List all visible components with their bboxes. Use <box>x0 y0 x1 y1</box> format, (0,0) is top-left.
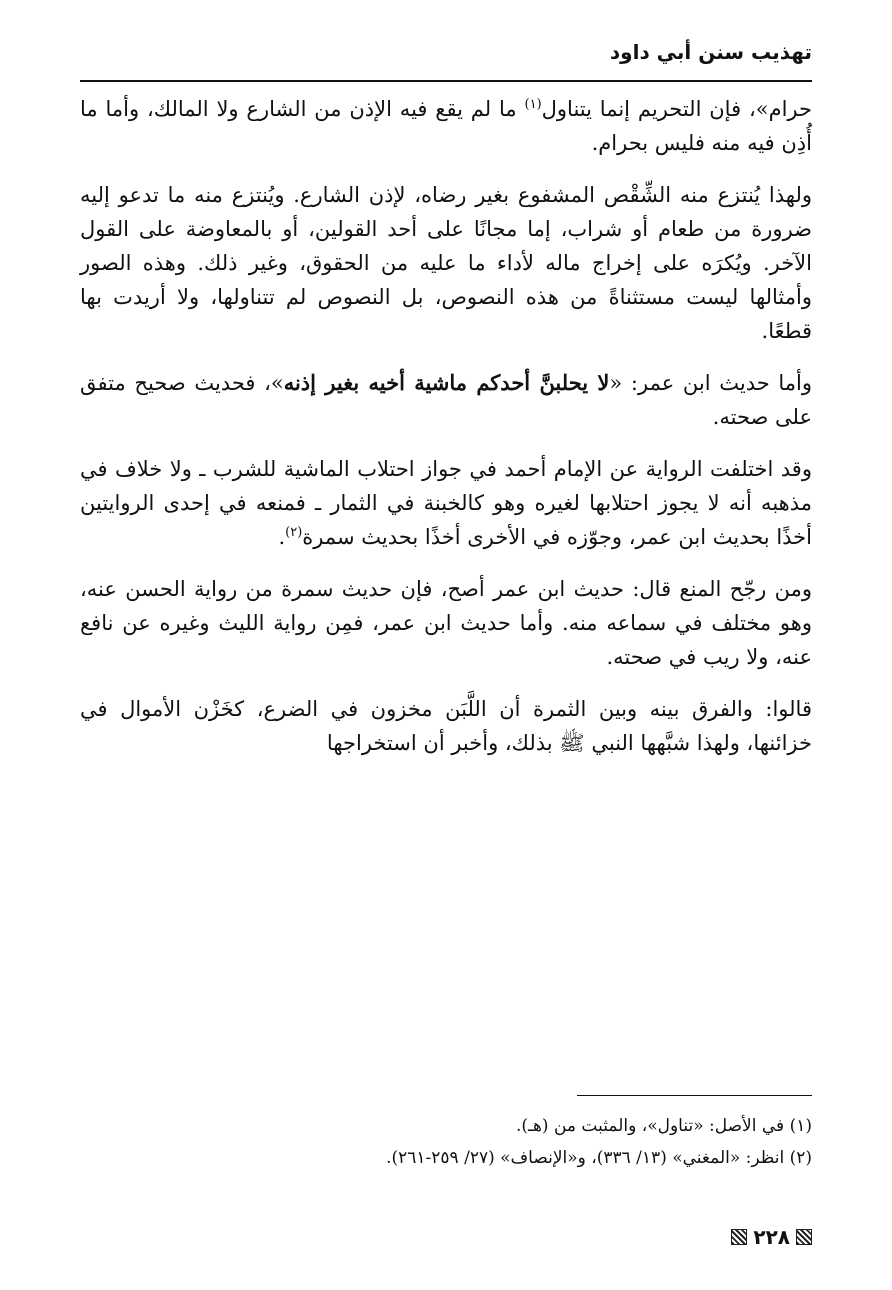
footnotes <box>80 1110 812 1175</box>
paragraph-6: قالوا: والفرق بينه وبين الثمرة أن اللَّبَن مخزون في الضرع، كخَزْن الأموال في خزائنها، ولهذا شبَّهها النبي ﷺ بذلك، وأخبر أن استخراجها <box>80 697 812 756</box>
paragraph-1 <box>80 92 812 160</box>
paragraph-4-text-before: وقد اختلفت الرواية عن الإمام أحمد في جواز احتلاب الماشية للشرب ـ ولا خلاف في مذهبه أنه لا يجوز احتلابها لغيره وهو كالخبنة في الثمار ـ فمنعه في إحدى الروايتين أخذًا بحديث ابن عمر، وجوّزه في الأخرى أخذًا بحديث سمرة <box>80 457 812 550</box>
paragraph-1-text-after: ما لم يقع فيه الإذن من الشارع ولا المالك، وأما ما أُذِن فيه منه فليس بحرام. <box>80 97 812 156</box>
paragraph-4 <box>80 452 812 554</box>
body-text <box>80 92 812 778</box>
running-title: تهذيب سنن أبي داود <box>609 40 812 64</box>
footnote-marker-2: (٢) <box>285 525 303 541</box>
footnote-2: (٢) انظر: «المغني» (١٣/ ٣٣٦)، و«الإنصاف» (٢٧/ ٢٥٩-٢٦١). <box>386 1148 812 1169</box>
footnote-rule <box>577 1095 812 1096</box>
paragraph-3 <box>80 366 812 434</box>
page-number-block <box>731 1225 812 1249</box>
paragraph-2: ولهذا يُنتزع منه الشِّقْص المشفوع بغير رضاه، لإذن الشارع. ويُنتزع منه ما تدعو إليه ضرورة من طعام أو شراب، إما مجانًا على أحد القولين، أو بالمعاوضة على القول الآخر. ويُكرَه على إخراج ماله لأداء ما عليه من الحقوق، وغير ذلك. وهذه الصور وأمثالها ليست مستثناةً من هذه النصوص، بل النصوص لم تتناولها، ولا أريدت بها قطعًا. <box>80 183 812 344</box>
paragraph-1-text-before: حرام»، فإن التحريم إنما يتناول <box>541 97 812 121</box>
paragraph-3-text-before: وأما حديث ابن عمر: « <box>609 371 812 396</box>
footnote-1: (١) في الأصل: «تناول»، والمثبت من (هـ). <box>515 1116 812 1136</box>
hadith-quote: لا يحلبنَّ أحدكم ماشية أخيه بغير إذنه <box>283 370 610 396</box>
paragraph-5: ومن رجّح المنع قال: حديث ابن عمر أصح، فإن حديث سمرة من رواية الحسن عنه، وهو مختلف في سماعه منه. وأما حديث ابن عمر، فمِن رواية الليث وغيره عن نافع عنه، ولا ريب في صحته. <box>80 577 812 670</box>
footnote-marker-1: (١) <box>524 97 542 112</box>
paragraph-3-text-after: »، فحديث صحيح متفق على صحته. <box>80 371 812 430</box>
page-number: ٢٢٨ <box>753 1225 790 1249</box>
diamond-ornament-icon <box>796 1229 812 1245</box>
paragraph-4-text-after: . <box>278 525 286 550</box>
header-rule <box>80 80 812 82</box>
diamond-ornament-icon <box>731 1229 747 1245</box>
